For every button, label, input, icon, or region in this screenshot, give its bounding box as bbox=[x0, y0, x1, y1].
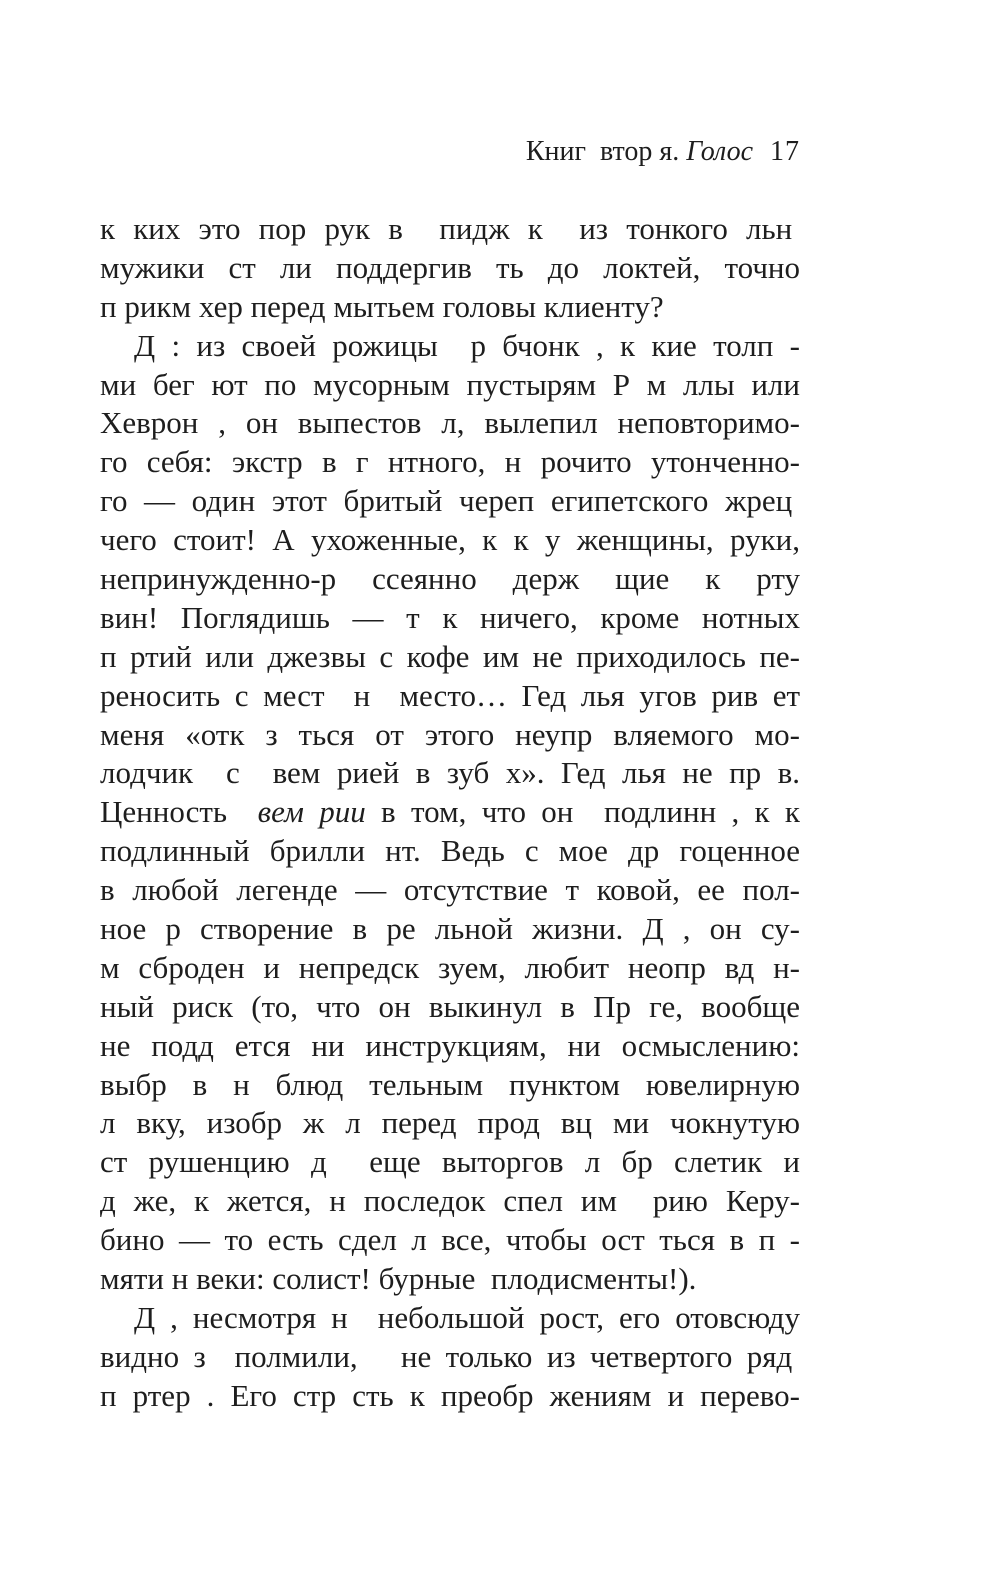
text-segment: вин! Поглядишь — т к ничего, кроме нотных bbox=[100, 599, 800, 635]
text-line bbox=[100, 949, 800, 988]
text-segment: не подд ется ни инструкциям, ни осмыслению: bbox=[100, 1027, 800, 1063]
text-line bbox=[100, 832, 800, 871]
text-segment: ми бег ют по мусорным пустырям Р м ллы или bbox=[100, 366, 800, 402]
running-header-title: Книг втор я. bbox=[525, 136, 687, 167]
running-header-title-italic: Голос bbox=[686, 136, 760, 167]
text-line bbox=[100, 1066, 800, 1105]
text-line bbox=[100, 1104, 800, 1143]
text-segment: в любой легенде — отсутствие т ковой, ее пол- bbox=[100, 872, 800, 908]
text-line bbox=[100, 404, 800, 443]
text-line bbox=[100, 677, 800, 716]
text-line bbox=[100, 1143, 800, 1182]
text-segment: мяти н веки: солист! бурные плодисменты!). bbox=[100, 1261, 697, 1297]
text-segment: меня «отк з ться от этого неупр вляемого мо- bbox=[100, 716, 800, 752]
text-line bbox=[100, 249, 800, 288]
text-segment: выбр в н блюд тельным пунктом ювелирную bbox=[100, 1066, 800, 1102]
text-segment: ный риск (то, что он выкинул в Пр ге, вообще bbox=[100, 988, 800, 1024]
text-line bbox=[100, 754, 800, 793]
text-line bbox=[100, 1377, 800, 1416]
text-segment: м сброден и непредск зуем, любит неопр вд н- bbox=[100, 949, 800, 985]
text-line bbox=[100, 1338, 800, 1377]
text-line bbox=[100, 599, 800, 638]
text-segment: п ртер . Его стр сть к преобр жениям и перево- bbox=[100, 1377, 800, 1413]
text-segment: го — один этот бритый череп египетского жрец bbox=[100, 483, 800, 519]
text-segment: п ртий или джезвы с кофе им не приходилось пе- bbox=[100, 638, 800, 674]
text-segment: д же, к жется, н последок спел им рию Керу- bbox=[100, 1183, 800, 1219]
text-segment: л вку, изобр ж л перед прод вц ми чокнутую bbox=[100, 1105, 800, 1141]
text-line bbox=[100, 443, 800, 482]
text-line bbox=[100, 793, 800, 832]
text-line bbox=[100, 1182, 800, 1221]
running-header bbox=[100, 136, 800, 168]
text-segment: ное р створение в ре льной жизни. Д , он су- bbox=[100, 911, 800, 947]
text-segment: Д , несмотря н небольшой рост, его отовсюду bbox=[134, 1299, 800, 1335]
text-segment: мужики ст ли поддергив ть до локтей, точно bbox=[100, 249, 800, 285]
body-text bbox=[100, 210, 800, 1416]
text-line bbox=[100, 482, 800, 521]
text-segment: Д : из своей рожицы р бчонк , к кие толп - bbox=[134, 327, 800, 363]
text-line bbox=[100, 910, 800, 949]
text-line bbox=[100, 366, 800, 405]
text-segment: к ких это пор рук в пидж к из тонкого льн bbox=[100, 211, 800, 246]
text-line bbox=[100, 871, 800, 910]
text-line bbox=[100, 988, 800, 1027]
text-segment: чего стоит! А ухоженные, к к у женщины, руки, bbox=[100, 522, 800, 558]
text-segment: го себя: экстр в г нтного, н рочито утонченно- bbox=[100, 444, 800, 480]
text-line bbox=[100, 560, 800, 599]
text-segment: видно з полмили, не только из четвертого ряд bbox=[100, 1338, 800, 1374]
text-line bbox=[100, 1260, 800, 1299]
text-line bbox=[100, 210, 800, 249]
text-line bbox=[100, 521, 800, 560]
text-segment: Хеврон , он выпестов л, вылепил неповторимо- bbox=[100, 405, 800, 441]
text-segment-italic: вем рии bbox=[242, 794, 366, 830]
text-line bbox=[100, 1221, 800, 1260]
text-segment: реносить с мест н место… Гед лья угов рив ет bbox=[100, 677, 800, 713]
text-segment: бино — то есть сдел л все, чтобы ост ться в п - bbox=[100, 1222, 800, 1258]
text-segment: подлинный брилли нт. Ведь с мое др гоценное bbox=[100, 833, 800, 869]
text-line bbox=[100, 1027, 800, 1066]
text-line bbox=[100, 288, 800, 327]
text-segment: Ценность bbox=[100, 794, 243, 830]
text-segment: лодчик с вем рией в зуб х». Гед лья не пр в. bbox=[100, 755, 800, 791]
text-line bbox=[100, 638, 800, 677]
text-segment: п рикм хер перед мытьем головы клиенту? bbox=[100, 288, 664, 324]
text-segment: непринужденно-р ссеянно держ щие к рту bbox=[100, 561, 800, 597]
text-line bbox=[100, 327, 800, 366]
text-line bbox=[100, 1299, 800, 1338]
text-segment: ст рушенцию д еще выторгов л бр слетик и bbox=[100, 1144, 800, 1180]
text-line bbox=[100, 716, 800, 755]
text-segment: в том, что он подлинн , к к bbox=[365, 794, 800, 830]
page-number: 17 bbox=[770, 136, 800, 167]
